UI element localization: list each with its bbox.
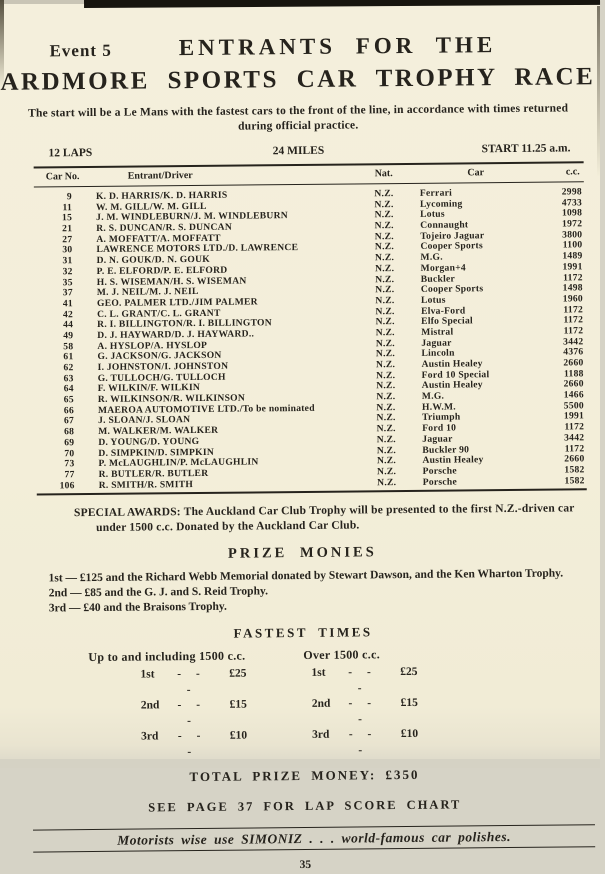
column-header-cc: c.c.: [565, 166, 580, 178]
column-header-car: Car: [467, 167, 485, 179]
under-1500-title: Up to and including 1500 c.c.: [88, 648, 246, 665]
entrant-car-number: 35: [62, 276, 73, 288]
entrant-engine-cc: 1489: [562, 250, 583, 262]
entrant-nationality: N.Z.: [376, 369, 396, 381]
page-number: 35: [299, 859, 312, 872]
entrant-car-make: Morgan+4: [420, 262, 466, 274]
fastest-times-under-1500: [3, 648, 304, 762]
entrant-driver-name: P. E. ELFORD/P. E. ELFORD: [96, 264, 228, 277]
prize-monies-heading: PRIZE MONIES: [227, 544, 377, 562]
place-amount: £15: [229, 698, 247, 711]
lap-score-chart-reference: SEE PAGE 37 FOR LAP SCORE CHART: [148, 797, 462, 815]
entrant-driver-name: A. HYSLOP/A. HYSLOP: [97, 339, 208, 352]
entrant-car-make: Porsche: [422, 476, 457, 488]
entrant-engine-cc: 5500: [563, 400, 585, 412]
entrant-engine-cc: 1098: [561, 207, 583, 219]
entrant-driver-name: H. S. WISEMAN/H. S. WISEMAN: [96, 275, 247, 288]
entrant-driver-name: R. S. DUNCAN/R. S. DUNCAN: [96, 221, 233, 235]
entrant-car-number: 32: [62, 265, 73, 278]
fastest-time-place-row: [140, 666, 303, 699]
entrant-engine-cc: 1991: [563, 410, 585, 422]
total-prize-money: TOTAL PRIZE MONEY: £350: [189, 767, 420, 785]
entrant-engine-cc: 1991: [562, 261, 583, 273]
place-dashes: - - -: [348, 728, 378, 757]
entrant-nationality: N.Z.: [375, 294, 395, 307]
race-info-row: [0, 142, 599, 163]
entrant-engine-cc: 3442: [563, 335, 584, 348]
entrant-car-number: 69: [64, 436, 75, 449]
entrant-car-make: Elva-Ford: [420, 304, 466, 317]
page-header: [0, 31, 598, 63]
entrant-car-number: 42: [62, 308, 74, 320]
fastest-time-place-row: [141, 697, 304, 730]
entrant-car-make: Ford 10: [422, 422, 457, 434]
laps-label: 12 LAPS: [48, 146, 93, 160]
entrant-car-make: Porsche: [422, 465, 457, 477]
entrant-car-make: Ferrari: [419, 187, 453, 199]
entrant-driver-name: R. WILKINSON/R. WILKINSON: [97, 392, 246, 406]
page-title-line1: ENTRANTS FOR THE: [178, 32, 497, 61]
under-1500-places: [88, 666, 304, 761]
entrant-nationality: N.Z.: [377, 476, 397, 488]
column-header-car-no: Car No.: [45, 171, 80, 183]
entrant-car-make: Tojeiro Jaguar: [420, 229, 485, 242]
entrant-engine-cc: 3442: [564, 432, 585, 444]
entrant-car-make: Lotus: [420, 294, 446, 306]
entrant-car-number: 27: [62, 233, 73, 246]
entrant-engine-cc: 1172: [564, 421, 585, 433]
entrant-car-make: Austin Healey: [422, 454, 484, 467]
place-dashes: - - -: [177, 668, 206, 696]
entrant-engine-cc: 2660: [563, 378, 584, 390]
entrant-engine-cc: 1582: [564, 464, 585, 476]
entrant-driver-name: MAEROA AUTOMOTIVE LTD./To be nominated: [97, 402, 315, 416]
entrant-nationality: N.Z.: [376, 380, 396, 392]
place-amount: £10: [400, 728, 419, 741]
place-dashes: - - -: [177, 699, 207, 727]
entrant-car-make: Cooper Sports: [420, 240, 483, 253]
entrant-car-make: Austin Healey: [421, 379, 483, 392]
entrant-car-number: 62: [63, 362, 74, 374]
fastest-time-place-row: [141, 728, 304, 761]
entrant-nationality: N.Z.: [374, 220, 394, 232]
start-procedure-note: The start will be a Le Mans with the fastest cars to the front of the line, in accordance with times returned during official practice.: [28, 102, 569, 133]
entrant-engine-cc: 1172: [563, 314, 584, 326]
entrant-engine-cc: 2660: [564, 453, 585, 465]
entrant-car-make: Connaught: [420, 219, 469, 231]
entrant-driver-name: I. JOHNSTON/I. JOHNSTON: [97, 360, 229, 373]
entrant-engine-cc: 1960: [562, 293, 583, 305]
entrant-driver-name: D. SIMPKIN/D. SIMPKIN: [98, 446, 215, 459]
entrant-engine-cc: 1172: [563, 325, 584, 337]
entrant-nationality: N.Z.: [375, 305, 395, 317]
prize-money-item: 2nd — £85 and the G. J. and S. Reid Trophy.: [48, 585, 269, 600]
table-body: [34, 182, 587, 494]
prize-monies-list: [49, 567, 573, 617]
entrant-nationality: N.Z.: [375, 284, 395, 296]
entrant-car-number: 70: [64, 447, 75, 459]
entrant-car-number: 15: [61, 212, 73, 224]
entrant-car-number: 58: [63, 340, 74, 352]
entrant-driver-name: R. BUTLER/R. BUTLER: [98, 467, 209, 480]
simoniz-advertisement: Motorists wise use SIMONIZ . . . world-famous car polishes.: [117, 829, 512, 849]
entrant-car-make: Lincoln: [421, 347, 455, 360]
place-amount: £15: [400, 697, 418, 710]
entrant-car-make: Jaguar: [422, 433, 453, 445]
entrant-driver-name: LAWRENCE MOTORS LTD./D. LAWRENCE: [96, 242, 299, 256]
place-dashes: - - -: [177, 730, 207, 758]
entrant-car-number: 31: [62, 255, 73, 267]
entrant-car-number: 106: [59, 479, 75, 491]
entrant-car-number: 49: [63, 330, 74, 342]
place-label: 2nd: [311, 697, 331, 711]
entrant-driver-name: A. MOFFATT/A. MOFFATT: [96, 232, 221, 245]
entrant-car-number: 37: [62, 287, 73, 299]
entrant-driver-name: M. WALKER/M. WALKER: [98, 424, 219, 438]
entrant-nationality: N.Z.: [376, 423, 396, 435]
entrant-nationality: N.Z.: [374, 241, 395, 253]
entrant-engine-cc: 4376: [563, 346, 584, 358]
fastest-time-place-row: [312, 695, 554, 728]
entrant-car-make: Buckler: [420, 273, 456, 285]
entrant-car-make: Elfo Special: [421, 315, 473, 328]
entrant-nationality: N.Z.: [374, 188, 394, 200]
prize-money-item: 3rd — £40 and the Braisons Trophy.: [48, 600, 227, 615]
entrant-engine-cc: 2660: [563, 357, 584, 369]
entrant-car-number: 77: [64, 469, 75, 481]
entrant-car-number: 67: [63, 415, 75, 427]
entrant-driver-name: J. SLOAN/J. SLOAN: [98, 414, 191, 427]
entrant-nationality: N.Z.: [375, 273, 395, 285]
entrant-car-make: Lotus: [420, 208, 445, 221]
entrant-nationality: N.Z.: [374, 252, 395, 264]
place-amount: £25: [400, 666, 418, 679]
entrant-engine-cc: 1466: [563, 389, 584, 401]
entrant-nationality: N.Z.: [375, 337, 395, 349]
entrant-car-make: Triumph: [422, 411, 461, 424]
entrant-driver-name: D. YOUNG/D. YOUNG: [98, 435, 200, 448]
entrant-driver-name: D. N. GOUK/D. N. GOUK: [96, 253, 211, 267]
entrant-car-make: Mistral: [421, 326, 454, 338]
entrant-driver-name: F. WILKIN/F. WILKIN: [97, 382, 201, 395]
place-label: 2nd: [140, 699, 160, 712]
entrant-car-number: 61: [63, 351, 74, 363]
place-label: 1st: [140, 668, 155, 681]
entrant-driver-name: J. M. WINDLEBURN/J. M. WINDLEBURN: [96, 210, 288, 224]
entrant-car-make: M.G.: [420, 251, 443, 263]
entrant-car-number: 66: [63, 404, 75, 417]
entrant-car-number: 64: [63, 383, 74, 395]
entrant-engine-cc: 4733: [561, 196, 583, 209]
entrant-driver-name: GEO. PALMER LTD./JIM PALMER: [96, 296, 258, 309]
entrant-engine-cc: 1172: [563, 303, 584, 316]
entrant-nationality: N.Z.: [376, 433, 396, 446]
entrant-car-number: 30: [62, 244, 73, 256]
entrant-engine-cc: 1972: [561, 218, 583, 230]
entrant-nationality: N.Z.: [374, 198, 394, 210]
footer-ad-band: [33, 824, 595, 852]
fastest-time-place-row: [311, 664, 553, 697]
fastest-times-over-1500: [303, 646, 554, 759]
entrant-nationality: N.Z.: [374, 209, 394, 221]
entrant-nationality: N.Z.: [376, 465, 397, 478]
place-label: 1st: [311, 667, 326, 680]
entrant-driver-name: P. McLAUGHLIN/P. McLAUGHLIN: [98, 456, 259, 470]
entrant-car-make: Lycoming: [419, 198, 463, 210]
entrant-engine-cc: 1188: [563, 367, 584, 380]
entrant-car-make: Cooper Sports: [420, 283, 484, 296]
entrant-nationality: N.Z.: [376, 455, 397, 467]
entrant-driver-name: K. D. HARRIS/K. D. HARRIS: [95, 189, 228, 202]
start-time-label: START 11.25 a.m.: [481, 142, 571, 156]
entrant-nationality: N.Z.: [375, 327, 395, 339]
special-awards-note: SPECIAL AWARDS: The Auckland Car Club Trophy will be presented to the first N.Z.-driven car under 1500 c.c. Donated by the Auckland Car Club.: [73, 502, 575, 534]
entrant-engine-cc: 1172: [563, 271, 583, 283]
entrant-engine-cc: 1172: [564, 442, 585, 454]
place-label: 3rd: [312, 728, 330, 742]
entrant-nationality: N.Z.: [375, 359, 396, 371]
entrant-driver-name: M. J. NEIL/M. J. NEIL: [96, 286, 199, 299]
entrant-nationality: N.Z.: [376, 391, 396, 403]
entrant-car-number: 44: [63, 319, 74, 331]
entrant-nationality: N.Z.: [375, 262, 395, 275]
entrant-car-make: Austin Healey: [421, 358, 483, 370]
entrant-engine-cc: 1498: [562, 282, 583, 294]
entrant-nationality: N.Z.: [374, 230, 394, 243]
place-label: 3rd: [141, 730, 159, 743]
distance-label: 24 MILES: [272, 144, 325, 158]
entrant-nationality: N.Z.: [375, 316, 395, 328]
fastest-times-columns: [3, 645, 604, 762]
entrant-engine-cc: 2998: [561, 186, 582, 198]
entrant-car-number: 41: [62, 298, 74, 310]
entrant-car-number: 63: [63, 372, 74, 384]
entrant-car-number: 68: [64, 426, 75, 438]
entrant-driver-name: R. I. BILLINGTON/R. I. BILLINGTON: [97, 317, 272, 331]
entrant-nationality: N.Z.: [375, 348, 396, 360]
entrant-car-number: 73: [64, 458, 75, 470]
place-dashes: - - -: [348, 666, 377, 695]
entrant-nationality: N.Z.: [376, 412, 396, 424]
over-1500-places: [303, 664, 554, 759]
entrant-car-number: 9: [66, 191, 72, 203]
fastest-times-heading: FASTEST TIMES: [233, 624, 373, 641]
entrant-driver-name: D. J. HAYWARD/D. J. HAYWARD..: [97, 328, 255, 341]
page-title-line2: ARDMORE SPORTS CAR TROPHY RACE: [0, 63, 596, 96]
entrant-driver-name: R. SMITH/R. SMITH: [98, 478, 194, 491]
entrant-car-number: 65: [63, 394, 74, 406]
prize-money-item: 1st — £125 and the Richard Webb Memorial donated by Stewart Dawson, and the Ken Wharton Trophy.: [48, 567, 564, 585]
entrant-nationality: N.Z.: [376, 444, 396, 456]
entrant-car-make: Ford 10 Special: [421, 368, 490, 381]
entrant-car-number: 11: [62, 201, 73, 213]
place-dashes: - - -: [348, 697, 378, 726]
entrant-driver-name: C. L. GRANT/C. L. GRANT: [97, 307, 221, 320]
entrant-car-make: Jaguar: [421, 337, 452, 349]
entrant-engine-cc: 1100: [562, 239, 583, 251]
entrant-driver-name: G. TULLOCH/G. TULLOCH: [97, 371, 226, 384]
entrant-car-make: H.W.M.: [421, 401, 456, 413]
place-amount: £25: [229, 667, 247, 680]
event-number-label: Event 5: [49, 40, 112, 61]
entrant-car-make: Buckler 90: [422, 443, 470, 456]
column-header-entrant: Entrant/Driver: [127, 170, 193, 182]
place-amount: £10: [229, 729, 248, 742]
entrant-driver-name: G. JACKSON/G. JACKSON: [97, 350, 222, 363]
entrant-car-make: M.G.: [421, 390, 445, 402]
entrant-engine-cc: 3800: [562, 229, 583, 241]
entrant-engine-cc: 1582: [564, 474, 585, 487]
fastest-time-place-row: [312, 726, 554, 759]
column-header-nat: Nat.: [374, 168, 393, 180]
entrant-nationality: N.Z.: [376, 401, 396, 414]
entrant-car-number: 21: [62, 223, 73, 235]
entrants-table: [34, 161, 587, 496]
over-1500-title: Over 1500 c.c.: [303, 647, 381, 663]
entrant-driver-name: W. M. GILL/W. M. GILL: [95, 200, 207, 213]
